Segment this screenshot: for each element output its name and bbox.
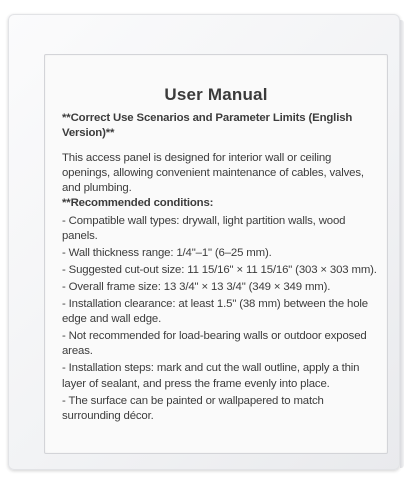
list-item: - The surface can be painted or wallpapered to match surrounding décor. <box>62 394 324 422</box>
spacer <box>62 141 380 151</box>
list-item: - Not recommended for load-bearing walls or outdoor exposed areas. <box>62 330 367 358</box>
list-item: - Installation steps: mark and cut the wall outline, apply a thin layer of sealant, and press the frame evenly into place. <box>62 362 360 390</box>
access-panel-frame <box>8 14 400 470</box>
list-item: - Overall frame size: 13 3/4" × 13 3/4" (349 × 349 mm). <box>62 280 331 293</box>
list-item: - Wall thickness range: 1/4"–1" (6–25 mm). <box>62 246 272 259</box>
access-panel-door <box>44 54 388 454</box>
list-item: - Installation clearance: at least 1.5" (38 mm) between the hole edge and wall edge. <box>62 298 368 326</box>
list-item: - Compatible wall types: drywall, light partition walls, wood panels. <box>62 214 346 242</box>
conditions-heading: **Recommended conditions: <box>62 197 214 210</box>
list-item: - Suggested cut-out size: 11 15/16" × 11 15/16" (303 × 303 mm). <box>62 263 377 276</box>
manual-title: User Manual <box>164 85 268 104</box>
manual-intro: This access panel is designed for interior wall or ceiling openings, allowing convenient maintenance of cables, valves, and plumbing. <box>62 152 364 195</box>
manual-subtitle: **Correct Use Scenarios and Parameter Limits (English Version)** <box>62 112 353 140</box>
manual-content <box>62 111 380 424</box>
